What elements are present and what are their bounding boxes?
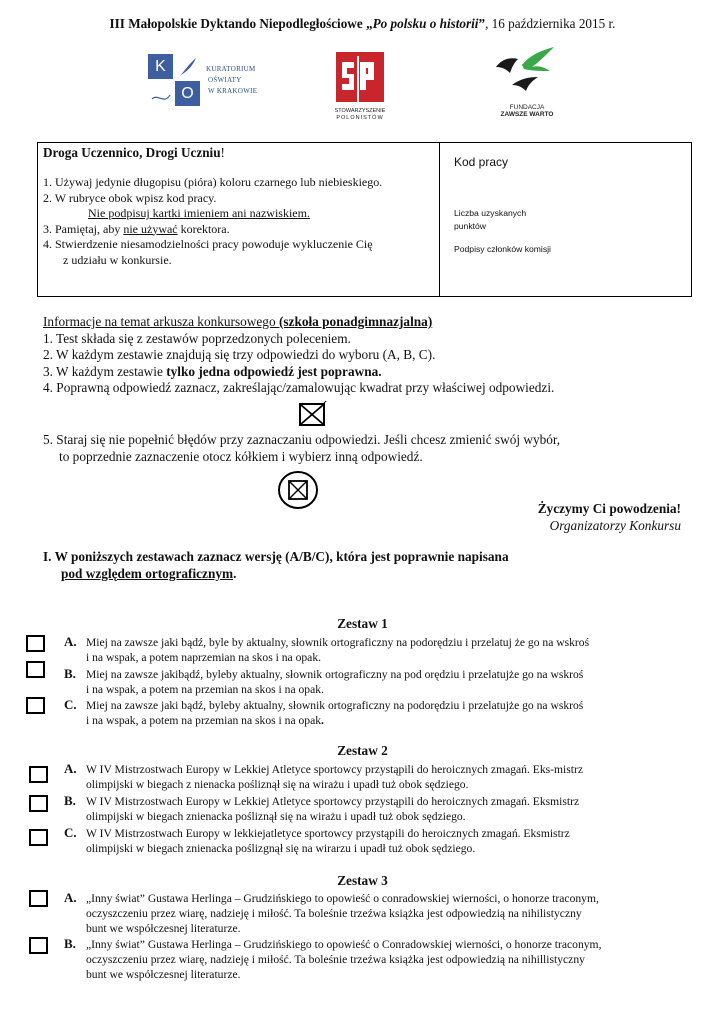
task-instruction: I. W poniższych zestawach zaznacz wersję (A/B/C), która jest poprawnie napisana pod względem ortograficznym. [43,549,509,581]
set-3-option-b: B. „Inny świat” Gustawa Herlinga – Grudzińskiego to opowieść o Conradowskiej wierności, o honorze traconym, oczyszczeniu przez wiarę, nadzieję i miłość. Ta boleśnie trzeźwa książka jest odpowiedzią na nihillistyczny bunt we współczesnej literaturze. [64,936,602,981]
set-1-option-b-checkbox[interactable] [26,661,45,678]
stowarzyszenie-logo [328,50,392,124]
greeting: Droga Uczennico, Drogi Uczniu! [43,145,225,160]
logo-swirl-icon [148,81,173,106]
set-1-option-c: C. Miej na zawsze jaki bądź, byleby aktualny, słownik ortograficzny na podorędziu i przelatujże go na wskroś i na wspak, a potem na przemian na skos i na opak. [64,697,584,727]
signatures-label: Podpisy członków komisji [454,244,551,254]
set-3-title: Zestaw 3 [337,873,388,888]
swallows-icon [492,45,562,101]
set-3-option-a-checkbox[interactable] [29,890,48,907]
rules-list [43,175,433,268]
rule-3: 3. Pamiętaj, aby nie używać korektora. [43,221,230,236]
info-item-5-cont: to poprzednie zaznaczenie otocz kółkiem i wybierz inną odpowiedź. [59,448,423,464]
info-item-4: 4. Poprawną odpowiedź zaznacz, zakreślając/zamalowując kwadrat przy właściwej odpowiedzi. [43,380,555,395]
set-2-option-a: A. W IV Mistrzostwach Europy w Lekkiej Atletyce sportowcy przystąpili do heroicznych zmagań. Eks-mistrz olimpijski w biegach z nienacka pośliznął się na wirażu i upadł tuż obok sędziego. [64,761,584,791]
set-3-option-a: A. „Inny świat” Gustawa Herlinga – Grudzińskiego to opowieść o conradowskiej wierności, o honorze traconym, oczyszczeniu przez wiarę, nadzieję i miłość. Ta boleśnie trzeźwa książka jest odpowiedzią na nihilistyczny bunt we współczesnej literaturze. [64,890,599,935]
set-2-option-b: B. W IV Mistrzostwach Europy w Lekkiej Atletyce sportowcy przystąpili do heroicznych zmagań. Eksmistrz olimpijski w biegach znienacka pośliznął się na wirażu i upadł tuż obok sędziego. [64,793,580,823]
kuratorium-text: KURATORIUM OŚWIATY W KRAKOWIE [206,65,258,95]
sp-text: STOWARZYSZENIE POLONISTÓW [334,108,386,121]
logo-k-tile: K [148,54,173,79]
set-2-option-a-checkbox[interactable] [29,766,48,783]
points-label: Liczba uzyskanych punktów [454,208,527,231]
sp-emblem-icon [328,50,392,110]
rule-4: 4. Stwierdzenie niesamodzielności pracy powoduje wykluczenie Cię [43,237,373,251]
set-1-option-a-checkbox[interactable] [26,635,45,652]
set-2-title: Zestaw 2 [337,743,388,758]
box-divider [439,142,440,297]
rule-2: 2. W rubryce obok wpisz kod pracy. [43,190,217,205]
set-1-title: Zestaw 1 [337,616,388,631]
set-1-option-b: B. Miej na zawsze jakibądź, byleby aktualny, słownik ortograficzny na pod orędziu i przelatujże go na wskroś i na wspak, a potem na przemian na skos i na opak. [64,666,584,696]
set-1-option-c-checkbox[interactable] [26,697,45,714]
info-title: Informacje na temat arkusza konkursowego (szkoła ponadgimnazjalna) [43,314,433,329]
fundacja-text: FUNDACJA ZAWSZE WARTO [500,104,554,118]
info-item-5: 5. Staraj się nie popełnić błędów przy zaznaczaniu odpowiedzi. Jeśli chcesz zmienić swój wybór, [43,432,561,447]
info-item-1: 1. Test składa się z zestawów poprzedzonych poleceniem. [43,330,351,346]
fundacja-logo [492,45,562,123]
kuratorium-logo [144,54,259,106]
set-2-option-c: C. W IV Mistrzostwach Europy w lekkiejatletyce sportowcy przystąpili do heroicznych zmagań. Eksmistrz olimpijski w biegach znienacka poślizgnął się na wirarzu i upadł tuż obok sędziego. [64,825,570,855]
set-2-option-b-checkbox[interactable] [29,795,48,812]
info-item-3: 3. W każdym zestawie tylko jedna odpowiedź jest poprawna. [43,363,382,379]
rule-4-cont: z udziału w konkursie. [63,252,172,267]
set-2-option-c-checkbox[interactable] [29,829,48,846]
quill-icon [175,54,200,79]
logo-o-tile: O [175,81,200,106]
circled-box-example [278,470,320,510]
info-item-2: 2. W każdym zestawie znajdują się trzy odpowiedzi do wyboru (A, B, C). [43,347,436,362]
page-title: III Małopolskie Dyktando Niepodległościowe „Po polsku o historii”, 16 października 2015 r. [109,16,616,31]
code-label: Kod pracy [454,155,509,169]
set-1-option-a: A. Miej na zawsze jaki bądź, byle by aktualny, słownik ortograficzny na podorędziu i przelatuj że go na wskroś i na wspak, a potem naprzemian na skos i na opak. [64,634,590,664]
rule-2-note: Nie podpisuj kartki imieniem ani nazwiskiem. [88,206,310,220]
rule-1: 1. Używaj jedynie długopisu (pióra) koloru czarnego lub niebieskiego. [43,175,383,189]
info-item-5-wrap [43,432,693,465]
wish-block: Życzymy Ci powodzenia! Organizatorzy Konkursu [537,501,681,533]
info-section [43,314,693,397]
crossed-box-example [299,401,329,427]
set-3-option-b-checkbox[interactable] [29,937,48,954]
